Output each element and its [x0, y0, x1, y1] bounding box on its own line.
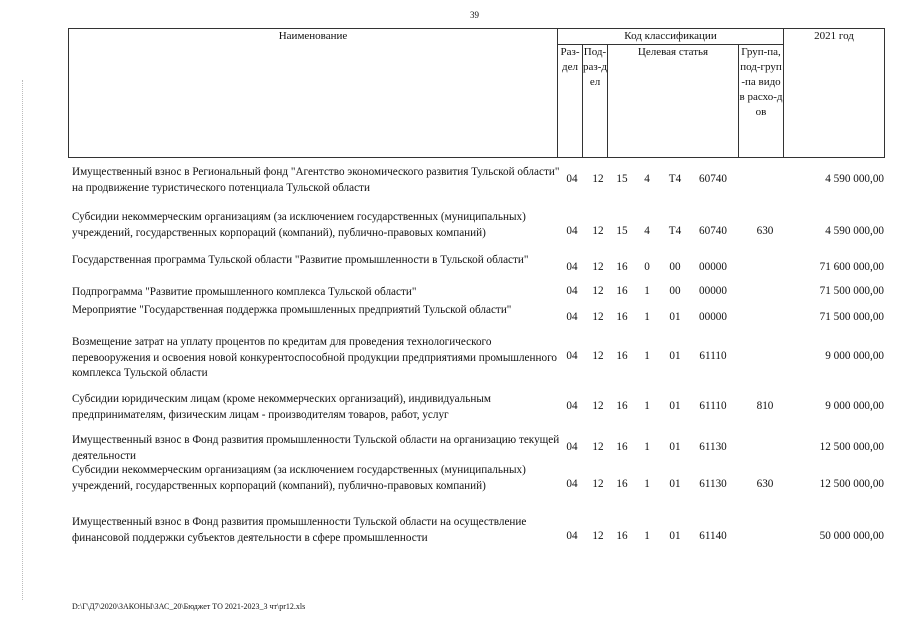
row-name: Имущественный взнос в Фонд развития промышленности Тульской области на осуществление финансовой поддержки субъектов деятельности в сфере промышленности: [72, 516, 527, 544]
header-section: Раз-дел: [558, 45, 583, 158]
target-code-2: 4: [644, 173, 650, 185]
table-header: [68, 28, 885, 158]
target-code-2: 1: [644, 478, 650, 490]
subsection-code: 12: [592, 478, 604, 490]
target-code-1: 16: [616, 478, 628, 490]
target-code-3: 01: [669, 350, 681, 362]
target-code-3: 01: [669, 311, 681, 323]
row-name: Субсидии юридическим лицам (кроме некоммерческих организаций), индивидуальным предпринимателям, физическим лицам - производителям товаров, работ, услуг: [72, 393, 491, 421]
group-code: 810: [756, 400, 774, 412]
amount-2021: 12 500 000,00: [819, 441, 884, 453]
amount-2021: 71 500 000,00: [819, 285, 884, 297]
amount-2021: 4 590 000,00: [825, 225, 884, 237]
target-code-4: 60740: [699, 225, 727, 237]
target-code-1: 15: [616, 225, 628, 237]
target-code-4: 61130: [699, 441, 727, 453]
target-code-2: 1: [644, 285, 650, 297]
subsection-code: 12: [592, 400, 604, 412]
target-code-3: 01: [669, 441, 681, 453]
header-group: Груп-па, под-груп-па видов расхо-дов: [739, 45, 784, 158]
target-code-3: Т4: [668, 225, 682, 237]
target-code-4: 60740: [699, 173, 727, 185]
target-code-2: 1: [644, 311, 650, 323]
target-code-3: 01: [669, 400, 681, 412]
table-row: [0, 303, 905, 334]
subsection-code: 12: [592, 173, 604, 185]
header-code: Код классификации: [558, 29, 784, 45]
section-code: 04: [566, 478, 578, 490]
file-path-footer: D:\Г\Д7\2020\ЗАКОНЫ\ЗАС_20\Бюджет ТО 2021-2023_3 чт\pr12.xls: [72, 602, 306, 611]
subsection-code: 12: [592, 311, 604, 323]
row-name: Мероприятие "Государственная поддержка промышленных предприятий Тульской области": [72, 304, 512, 316]
target-code-1: 16: [616, 261, 628, 273]
amount-2021: 71 600 000,00: [819, 261, 884, 273]
table-row: [0, 463, 905, 509]
target-code-4: 00000: [699, 285, 727, 297]
section-code: 04: [566, 173, 578, 185]
target-code-2: 4: [644, 225, 650, 237]
table-row: [0, 433, 905, 464]
target-code-1: 16: [616, 530, 628, 542]
table-row: [0, 253, 905, 284]
section-code: 04: [566, 311, 578, 323]
row-name: Возмещение затрат на уплату процентов по кредитам для проведения технологического перевооружения и освоения новой конкурентоспособной продукции предприятиями промышленного комплекса Тульской области: [72, 336, 557, 379]
subsection-code: 12: [592, 225, 604, 237]
target-code-1: 16: [616, 400, 628, 412]
table-row: [0, 285, 905, 300]
amount-2021: 9 000 000,00: [825, 350, 884, 362]
target-code-1: 15: [616, 173, 628, 185]
target-code-1: 16: [616, 311, 628, 323]
target-code-2: 1: [644, 530, 650, 542]
target-code-4: 61110: [699, 350, 727, 362]
table-row: [0, 335, 905, 381]
page-number: 39: [470, 10, 479, 20]
row-name: Субсидии некоммерческим организациям (за исключением государственных (муниципальных) учреждений, государственных корпораций (компаний), публично-правовых компаний): [72, 211, 526, 239]
subsection-code: 12: [592, 261, 604, 273]
target-code-1: 16: [616, 441, 628, 453]
section-code: 04: [566, 400, 578, 412]
target-code-4: 61110: [699, 400, 727, 412]
group-code: 630: [756, 225, 774, 237]
amount-2021: 50 000 000,00: [819, 530, 884, 542]
section-code: 04: [566, 441, 578, 453]
target-code-3: 01: [669, 530, 681, 542]
table-row: [0, 515, 905, 561]
row-name: Субсидии некоммерческим организациям (за исключением государственных (муниципальных) учреждений, государственных корпораций (компаний), публично-правовых компаний): [72, 464, 526, 492]
section-code: 04: [566, 530, 578, 542]
amount-2021: 71 500 000,00: [819, 311, 884, 323]
target-code-2: 1: [644, 441, 650, 453]
row-name: Имущественный взнос в Региональный фонд "Агентство экономического развития Тульской области" на продвижение туристического потенциала Тульской области: [72, 166, 560, 194]
subsection-code: 12: [592, 441, 604, 453]
target-code-3: Т4: [668, 173, 682, 185]
target-code-4: 61130: [699, 478, 727, 490]
header-subsection: Под-раз-дел: [583, 45, 608, 158]
section-code: 04: [566, 261, 578, 273]
row-name: Подпрограмма "Развитие промышленного комплекса Тульской области": [72, 286, 417, 298]
header-name: Наименование: [69, 29, 558, 158]
target-code-2: 1: [644, 350, 650, 362]
target-code-3: 00: [669, 285, 681, 297]
section-code: 04: [566, 350, 578, 362]
target-code-4: 00000: [699, 311, 727, 323]
header-year: 2021 год: [784, 29, 885, 158]
amount-2021: 4 590 000,00: [825, 173, 884, 185]
target-code-1: 16: [616, 285, 628, 297]
target-code-1: 16: [616, 350, 628, 362]
table-row: [0, 210, 905, 256]
target-code-3: 00: [669, 261, 681, 273]
header-target: Целевая статья: [608, 45, 739, 158]
target-code-2: 1: [644, 400, 650, 412]
amount-2021: 9 000 000,00: [825, 400, 884, 412]
row-name: Государственная программа Тульской области "Развитие промышленности в Тульской области": [72, 254, 529, 266]
group-code: 630: [756, 478, 774, 490]
section-code: 04: [566, 225, 578, 237]
subsection-code: 12: [592, 350, 604, 362]
subsection-code: 12: [592, 285, 604, 297]
target-code-3: 01: [669, 478, 681, 490]
row-name: Имущественный взнос в Фонд развития промышленности Тульской области на организацию текущей деятельности: [72, 434, 560, 462]
amount-2021: 12 500 000,00: [819, 478, 884, 490]
table-row: [0, 392, 905, 423]
target-code-4: 61140: [699, 530, 727, 542]
section-code: 04: [566, 285, 578, 297]
table-row: [0, 165, 905, 196]
subsection-code: 12: [592, 530, 604, 542]
target-code-4: 00000: [699, 261, 727, 273]
target-code-2: 0: [644, 261, 650, 273]
